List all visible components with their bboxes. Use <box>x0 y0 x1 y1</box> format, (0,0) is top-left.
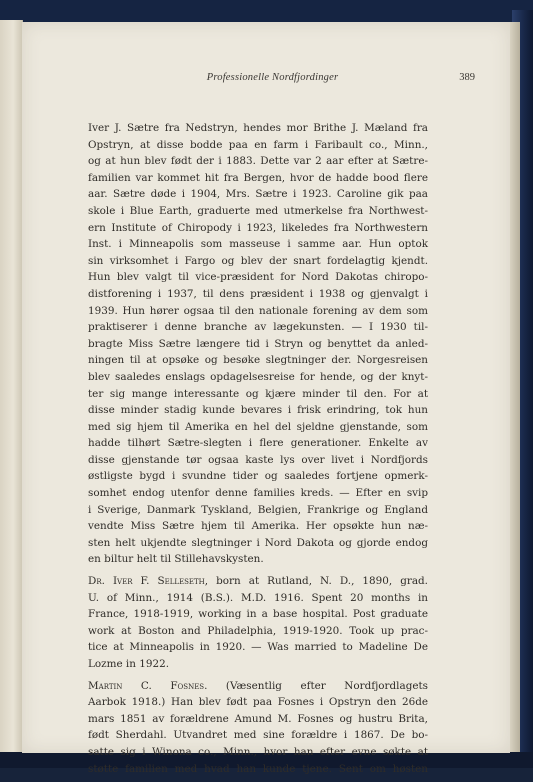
text-line: disse minder stadig kunde bevares i frisk erindring, tok hun <box>88 404 428 417</box>
text-line: aar. Sætre døde i 1904, Mrs. Sætre i 1923. Caroline gik paa <box>88 188 428 201</box>
text-line: work at Boston and Philadelphia, 1919-1920. Took up prac- <box>88 624 428 637</box>
text-line: vendte Miss Sætre hjem til Amerika. Her opsøkte hun næ- <box>88 520 428 533</box>
text-line: distforening i 1937, til dens præsident i 1938 og gjenvalgt i <box>88 287 428 300</box>
text-line: satte sig i Winona co., Minn., hvor han efter evne søkte at <box>88 745 428 758</box>
text-line: Aarbok 1918.) Han blev født paa Fosnes i Opstryn den 26de <box>88 696 428 709</box>
text-line: i Sverige, Danmark Tyskland, Belgien, Frankrige og England <box>88 503 428 516</box>
text-line-rest: born at Rutland, N. D., 1890, grad. <box>208 575 428 588</box>
text-line: Hun blev valgt til vice-præsident for Nord Dakotas chiropo- <box>88 271 428 284</box>
previous-page-edge <box>0 20 23 755</box>
text-line: Opstryn, at disse bodde paa en farm i Faribault co., Minn., <box>88 138 428 151</box>
text-line: praktiserer i denne branche av lægekunsten. — I 1930 til- <box>88 321 428 334</box>
text-line: sten helt ukjendte slegtninger i Nord Dakota og gjorde endog <box>88 536 428 549</box>
text-line: disse gjenstande tør ogsaa kaste lys over livet i Nordfjords <box>88 453 428 466</box>
page-body <box>88 120 428 782</box>
text-line: tice at Minneapolis in 1920. — Was married to Madeline De <box>88 641 428 654</box>
text-line: født Sherdahl. Utvandret med sine forældre i 1867. De bo- <box>88 729 428 742</box>
text-line: ter sig mange interessante og kjære minder til den. For at <box>88 387 428 400</box>
paragraph-fosnes <box>88 678 428 778</box>
text-line: skole i Blue Earth, graduerte med utmerkelse fra Northwest- <box>88 204 428 217</box>
text-line: Inst. i Minneapolis som masseuse i samme aar. Hun optok <box>88 238 428 251</box>
text-line: bragte Miss Sætre længere tid i Stryn og benyttet da anled- <box>88 337 428 350</box>
text-line: blev saaledes enslags opdagelsesreise for hende, og der knyt- <box>88 370 428 383</box>
text-line: somhet endog utenfor denne families kreds. — Efter en svip <box>88 487 428 500</box>
text-line: ningen til at opsøke og besøke slegtninger der. Norgesreisen <box>88 354 428 367</box>
entry-name: Martin C. Fosnes. <box>88 679 208 692</box>
book-cover-top <box>0 0 533 22</box>
text-line: østligste bygd i svundne tider og saaledes fortjene opmerk- <box>88 470 428 483</box>
text-line: familien var kommet hit fra Bergen, hvor de hadde bood flere <box>88 171 428 184</box>
page-number: 389 <box>459 72 475 83</box>
text-line <box>88 573 428 590</box>
text-line: ern Institute of Chiropody i 1923, likeledes fra Northwestern <box>88 221 428 234</box>
entry-name: Dr. Iver F. Selleseth, <box>88 575 209 588</box>
running-title: Professionelle Nordfjordinger <box>206 72 339 83</box>
running-header <box>70 72 475 88</box>
text-line: France, 1918-1919, working in a base hospital. Post graduate <box>88 608 428 621</box>
text-line-rest: (Væsentlig efter Nordfjordlagets <box>207 679 428 692</box>
text-line: U. of Minn., 1914 (B.S.). M.D. 1916. Spent 20 months in <box>88 591 428 604</box>
text-line: støtte familien med hvad han kunde tjene. Sent om høsten <box>88 762 428 775</box>
text-line: mars 1851 av forældrene Amund M. Fosnes og hustru Brita, <box>88 712 428 725</box>
text-line: en biltur helt til Stillehavskysten. <box>88 553 264 566</box>
text-line: og at hun blev født der i 1883. Dette var 2 aar efter at Sætre- <box>88 155 428 168</box>
text-line: Lozme in 1922. <box>88 658 169 670</box>
text-line: 1939. Hun hører ogsaa til den nationale forening av dem som <box>88 304 428 317</box>
text-line: sin virksomhet i Fargo og blev der snart fordelagtig kjendt. <box>88 254 428 267</box>
text-line: hadde tilhørt Sætre-slegten i flere generationer. Enkelte av <box>88 437 428 450</box>
paragraph-saetre <box>88 120 428 568</box>
text-line: med sig hjem til Amerika en hel del sjeldne gjenstande, som <box>88 420 428 433</box>
paragraph-selleseth <box>88 573 428 673</box>
text-line <box>88 678 428 695</box>
text-line: Iver J. Sætre fra Nedstryn, hendes mor Brithe J. Mæland fra <box>88 122 428 134</box>
